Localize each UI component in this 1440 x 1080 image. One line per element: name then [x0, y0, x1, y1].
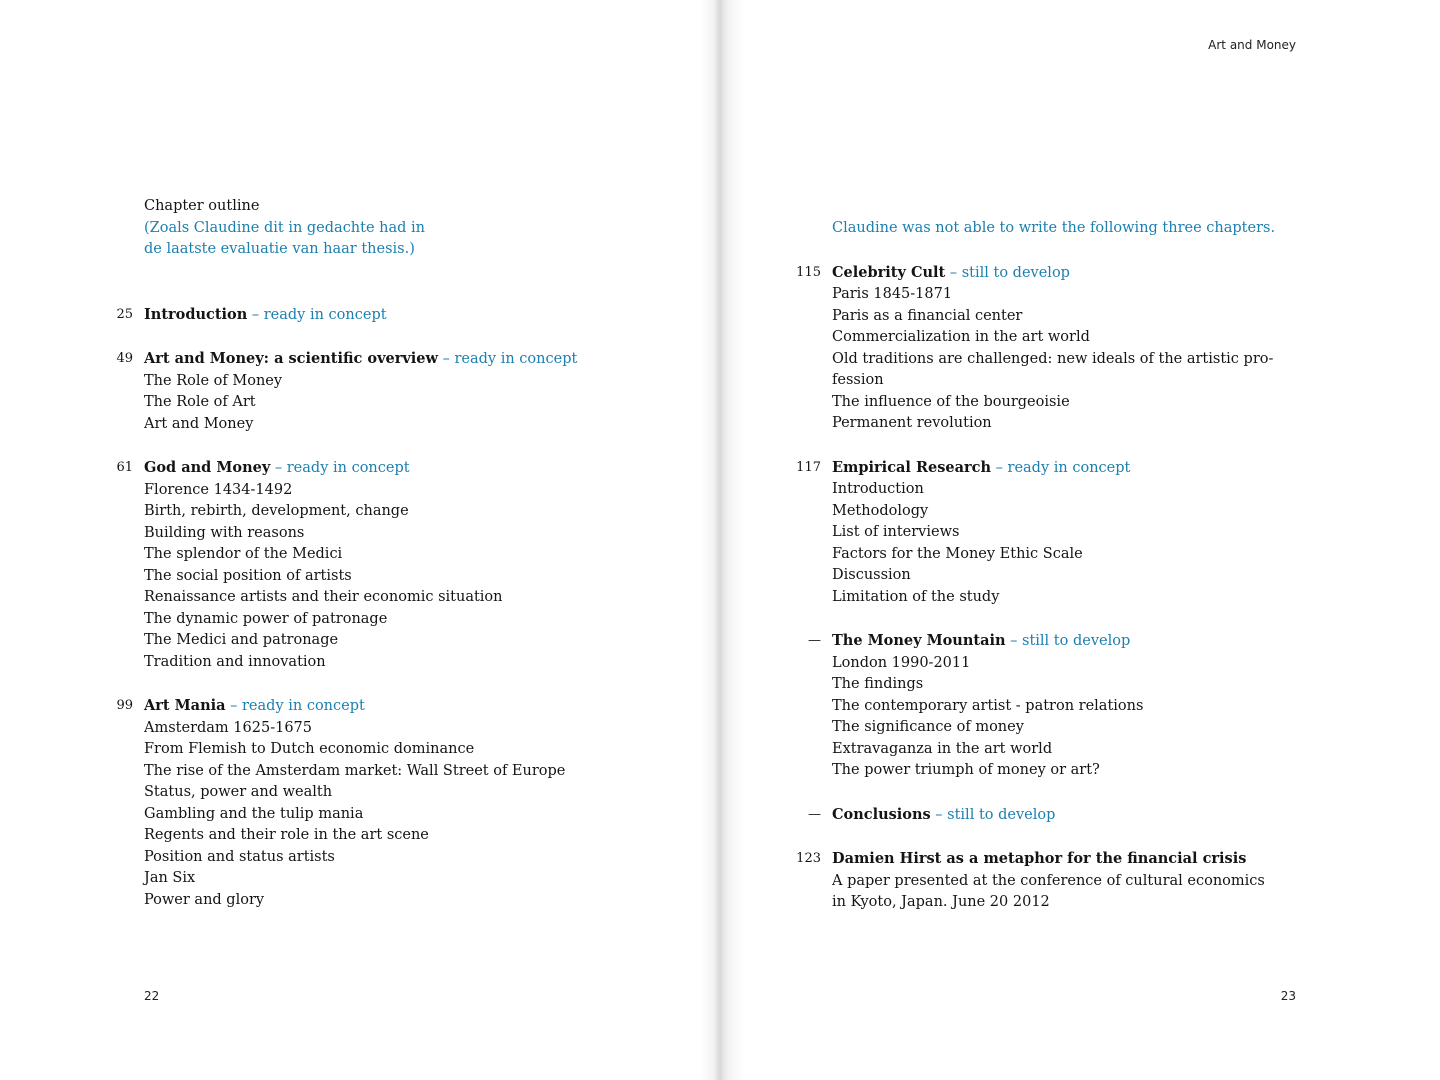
- chapter-heading: [808, 630, 1275, 653]
- subsection-item: Renaissance artists and their economic situation: [144, 589, 503, 605]
- chapter-status: – still to develop: [945, 264, 1070, 281]
- chapter-status: – still to develop: [1005, 633, 1131, 649]
- chapter-page-number: 61: [116, 460, 133, 475]
- chapter-page-number: —: [808, 633, 821, 648]
- spacer: [832, 608, 1275, 630]
- spacer: [144, 261, 577, 304]
- chapter-heading: [116, 695, 577, 718]
- chapter-entry: [808, 804, 1275, 827]
- subsection-item: Birth, rebirth, development, change: [144, 503, 409, 519]
- chapter-entry: [796, 262, 1275, 435]
- chapter-page-number: 99: [116, 698, 133, 713]
- subsection-item: in Kyoto, Japan. June 20 2012: [832, 894, 1050, 910]
- chapter-status: – ready in concept: [991, 459, 1131, 476]
- subsection-item: The Role of Art: [144, 394, 256, 410]
- chapter-entry: [116, 457, 577, 673]
- outline-note: (Zoals Claudine dit in gedachte had in de laatste evaluatie van haar thesis.): [144, 219, 426, 257]
- chapter-page-number: 49: [116, 351, 133, 366]
- subsection-item: List of interviews: [832, 524, 960, 540]
- running-head: Art and Money: [1208, 38, 1296, 52]
- subsection-item: Discussion: [832, 567, 911, 583]
- chapter-heading: [796, 262, 1275, 285]
- subsection-item: The influence of the bourgeoisie: [832, 393, 1070, 410]
- chapter-title: Damien Hirst as a metaphor for the financial crisis: [832, 850, 1247, 867]
- subsection-item: The splendor of the Medici: [144, 546, 343, 562]
- subsection-item: Methodology: [832, 502, 929, 519]
- subsection-item: Limitation of the study: [832, 588, 1000, 605]
- subsection-item: Tradition and innovation: [144, 653, 326, 670]
- spacer: [832, 435, 1275, 457]
- subsection-item: The contemporary artist - patron relations: [832, 697, 1144, 714]
- chapter-page-number: —: [808, 806, 821, 822]
- chapter-entry: [808, 630, 1275, 782]
- subsection-item: Paris as a financial center: [832, 307, 1023, 324]
- subsection-item: Old traditions are challenged: new ideals of the artistic pro-: [832, 350, 1274, 367]
- subsection-item: The rise of the Amsterdam market: Wall Street of Europe: [144, 762, 566, 779]
- chapter-heading: [796, 848, 1275, 871]
- chapter-page-number: 115: [796, 264, 821, 280]
- chapter-entry: [116, 695, 577, 911]
- subsection-item: The dynamic power of patronage: [144, 610, 388, 627]
- chapter-title: God and Money: [144, 459, 271, 476]
- subsection-item: Extravaganza in the art world: [832, 740, 1053, 757]
- chapter-title: Empirical Research: [832, 458, 992, 476]
- spacer: [144, 435, 577, 457]
- left-chapter-list: [116, 304, 578, 912]
- spacer: [832, 782, 1275, 804]
- chapter-title: Celebrity Cult: [832, 263, 946, 281]
- subsection-item: The power triumph of money or art?: [832, 762, 1100, 778]
- chapter-entry: [796, 457, 1275, 609]
- chapter-title: Introduction: [144, 305, 248, 323]
- chapter-title: Conclusions: [832, 805, 931, 823]
- right-intro-note: Claudine was not able to write the following three chapters.: [832, 220, 1276, 236]
- right-page-number: 23: [1280, 989, 1296, 1003]
- subsection-item: Building with reasons: [144, 524, 305, 541]
- subsection-item: Introduction: [832, 481, 924, 497]
- chapter-page-number: 25: [116, 306, 133, 322]
- subsection-item: London 1990-2011: [832, 654, 971, 671]
- chapter-status: – ready in concept: [270, 460, 410, 476]
- chapter-title: Art and Money: a scientific overview: [144, 350, 439, 367]
- chapter-status: – still to develop: [930, 806, 1056, 823]
- subsection-item: Regents and their role in the art scene: [144, 827, 429, 843]
- chapter-heading: [116, 348, 578, 371]
- chapter-page-number: 123: [796, 851, 821, 866]
- chapter-status: – ready in concept: [225, 698, 365, 714]
- subsection-item: The Medici and patronage: [144, 632, 339, 648]
- chapter-entry: [116, 304, 577, 327]
- spacer: [832, 826, 1275, 848]
- subsection-item: Gambling and the tulip mania: [144, 805, 364, 822]
- subsection-item: The Role of Money: [144, 372, 283, 389]
- chapter-page-number: 117: [796, 459, 821, 475]
- chapter-heading: [808, 804, 1275, 827]
- chapter-title: Art Mania: [144, 697, 226, 714]
- subsection-item: Permanent revolution: [832, 415, 992, 431]
- subsection-item: Commercialization in the art world: [832, 329, 1090, 345]
- subsection-item: Status, power and wealth: [144, 784, 333, 800]
- right-chapter-list: [796, 262, 1275, 914]
- subsection-item: From Flemish to Dutch economic dominance: [144, 741, 475, 757]
- subsection-item: Factors for the Money Ethic Scale: [832, 545, 1083, 562]
- subsection-item: Florence 1434-1492: [144, 481, 293, 498]
- chapter-heading: [796, 457, 1275, 480]
- left-page-contents: [116, 196, 578, 911]
- chapter-status: – ready in concept: [247, 306, 387, 323]
- outline-title: Chapter outline: [144, 198, 260, 214]
- spacer: [832, 240, 1275, 262]
- chapter-heading: [116, 304, 577, 327]
- left-page-number: 22: [144, 989, 160, 1003]
- subsection-item: Jan Six: [144, 870, 196, 886]
- subsection-item: The significance of money: [832, 719, 1024, 735]
- spacer: [144, 326, 577, 348]
- chapter-title: The Money Mountain: [832, 632, 1006, 649]
- chapter-heading: [116, 457, 577, 480]
- subsection-item: Power and glory: [144, 891, 265, 908]
- subsection-item: Art and Money: [144, 415, 254, 432]
- subsection-item: Amsterdam 1625-1675: [144, 719, 312, 736]
- chapter-entry: [116, 348, 578, 435]
- subsection-item: The social position of artists: [144, 567, 352, 584]
- subsection-item: A paper presented at the conference of cultural economics: [832, 872, 1265, 889]
- subsection-item: The findings: [832, 676, 924, 692]
- chapter-entry: [796, 848, 1275, 914]
- right-page-contents: [796, 218, 1276, 914]
- subsection-item: fession: [832, 372, 884, 388]
- spacer: [144, 673, 577, 695]
- chapter-status: – ready in concept: [438, 351, 578, 367]
- subsection-item: Position and status artists: [144, 848, 335, 865]
- subsection-item: Paris 1845-1871: [832, 286, 953, 302]
